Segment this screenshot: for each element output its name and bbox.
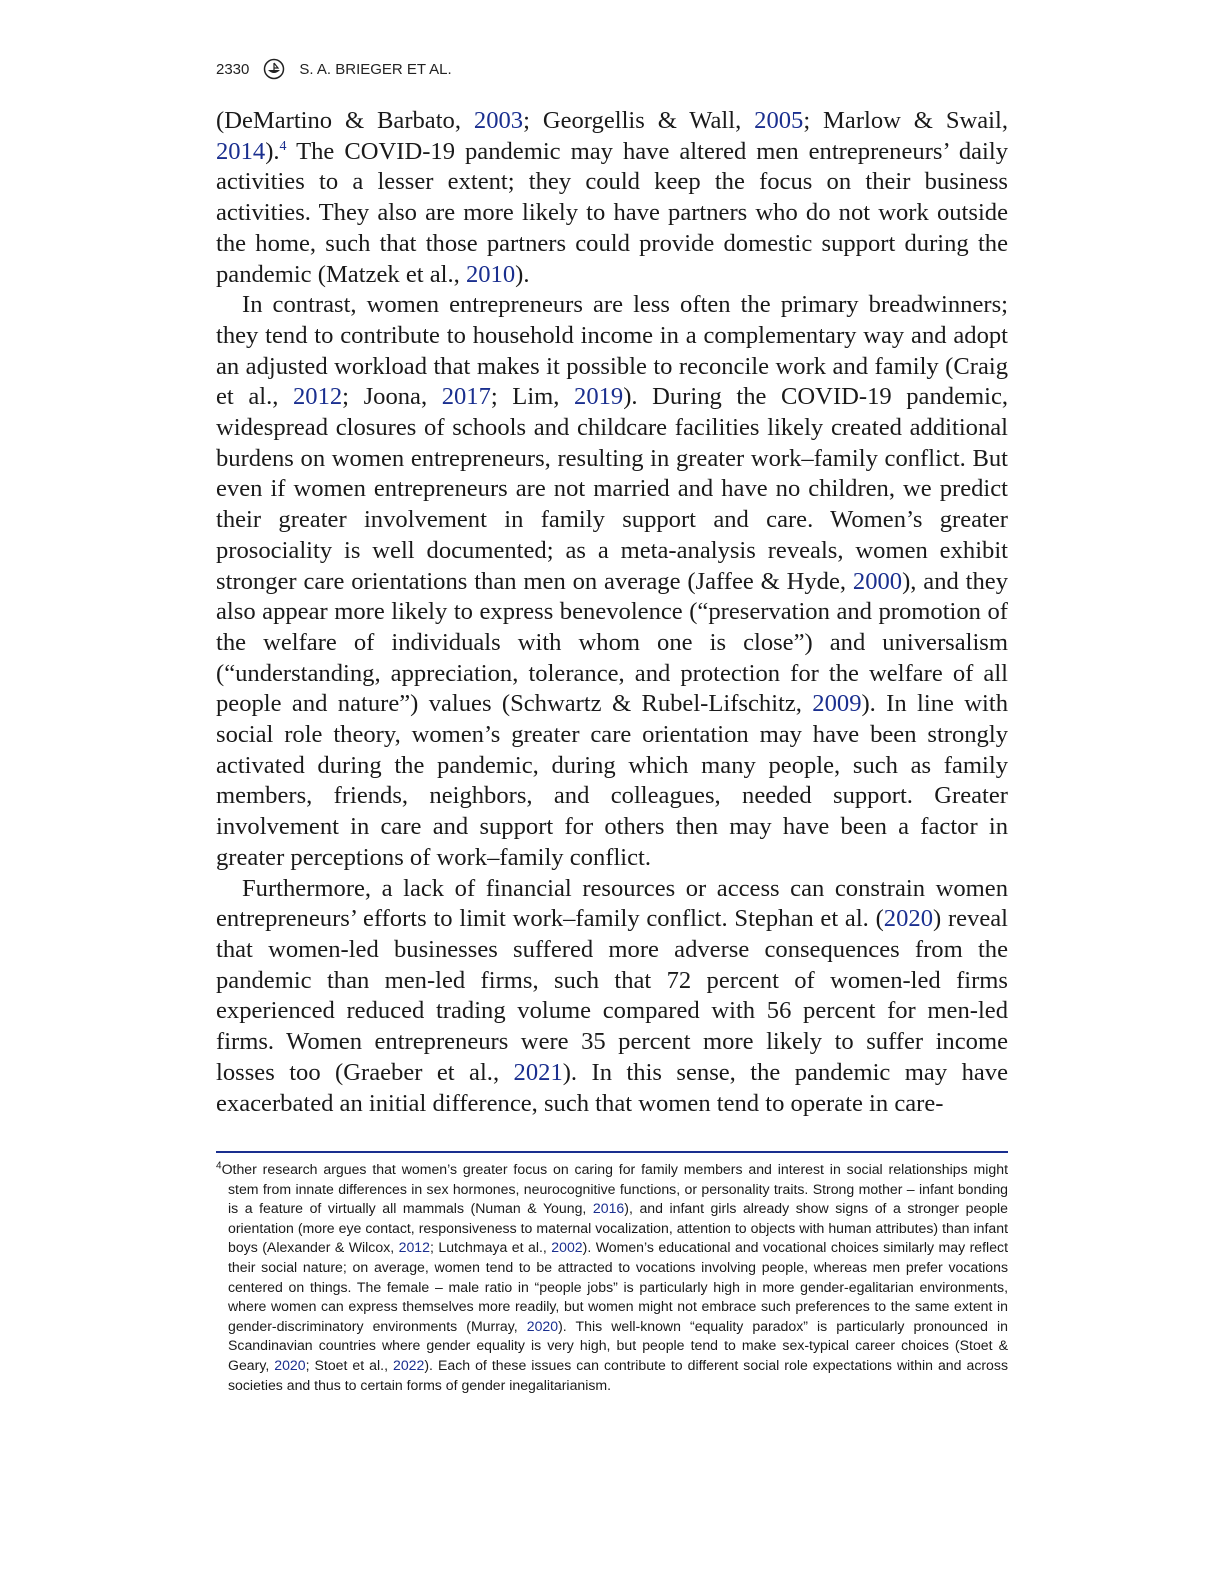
text: ). During the COVID-19 pandemic, widespread closures of schools and childcare facilities likely created additional burdens on women entrepreneurs, resulting in greater work–family conflict. But even if women entrepreneurs are not married and have no children, we predict their greater involvement in family support and care. Women’s greater prosociality is well documented; as a meta-analysis reveals, women exhibit stronger care orientations than men on average (Jaffee & Hyde, [216, 383, 1009, 595]
text: ). In this sense, the pandemic may have exacerbated an initial difference, such that women tend to operate in care- [216, 1058, 1008, 1117]
citation-link[interactable]: 2009 [812, 690, 862, 718]
running-header [216, 54, 452, 84]
text: (DeMartino & Barbato, [216, 107, 474, 134]
citation-link[interactable]: 2010 [465, 260, 516, 288]
running-head: S. A. BRIEGER ET AL. [299, 60, 452, 78]
footnote-number: 4 [216, 1160, 222, 1172]
text: ). [265, 137, 280, 165]
citation-link[interactable]: 2021 [513, 1058, 563, 1086]
text: ) reveal that women-led businesses suffered more adverse consequences from the pandemic than men-led firms, such that 72 percent of women-led firms experienced reduced trading volume compared with 56 percent for men-led firms. Women entrepreneurs were 35 percent more likely to suffer income losses too (Graeber et al., [216, 905, 1009, 1086]
text: ; Lutchmaya et al., [429, 1239, 552, 1256]
citation-link[interactable]: 2020 [526, 1317, 559, 1334]
footnote [216, 1160, 1008, 1395]
text: ). In line with social role theory, women’s greater care orientation may have been strongly activated during the pandemic, during which many people, such as family members, friends, neighbors, and colleagues, needed support. Greater involvement in care and support for others then may have been a factor in greater perceptions of work–family conflict. [216, 690, 1008, 871]
citation-link[interactable]: 2012 [398, 1239, 430, 1256]
citation-link[interactable]: 2005 [754, 107, 804, 134]
text: Furthermore, a lack of financial resources or access can constrain women entrepreneurs’ efforts to limit work–family conflict. Stephan et al. ( [216, 874, 1008, 933]
text: In contrast, women entrepreneurs are less often the primary breadwinners; they tend to contribute to household income in a complementary way and adopt an adjusted workload that makes it possible to reconcile work and family (Craig et al., [216, 291, 1008, 411]
text: Other research argues that women’s greater focus on caring for family members and interest in social relationships might stem from innate differences in sex hormones, neurocognitive functions, or personality traits. Strong mother – infant bonding is a feature of virtually all mammals (Numan & Young, [221, 1161, 1008, 1217]
main-text [216, 106, 1008, 1119]
paragraph-1 [216, 106, 1008, 290]
paragraph-2 [216, 290, 1008, 873]
text: ; Georgellis & Wall, [523, 107, 755, 134]
text: ). Each of these issues can contribute to different social role expectations within and across societies and thus to certain forms of gender inegalitarianism. [228, 1356, 1008, 1393]
text: ), and infant girls already show signs of a stronger people orientation (more eye contact, responsiveness to maternal vocalization, attention to objects with human attributes) than infant boys (Alexander & Wilcox, [228, 1200, 1009, 1256]
text: ). [515, 260, 530, 288]
text: ). Women’s educational and vocational choices similarly may reflect their social nature; on average, women tend to be attracted to vocations involving people, whereas men prefer vocations centered on things. The female – male ratio in “people jobs” is particularly high in more gender-egalitarian environments, where women can express themselves more readily, but women might not embrace such preferences to the same extent in gender-discriminatory environments (Murray, [228, 1239, 1008, 1334]
text: ). This well-known “equality paradox” is particularly pronounced in Scandinavian countries where gender equality is very high, but people tend to make sex-typical career choices (Stoet & Geary, [228, 1317, 1008, 1373]
citation-link[interactable]: 2003 [473, 107, 524, 134]
citation-link[interactable]: 2002 [551, 1239, 583, 1256]
text: ; Lim, [490, 383, 575, 411]
citation-link[interactable]: 2019 [574, 383, 624, 411]
footnote-marker[interactable]: 4 [279, 138, 287, 154]
page-number: 2330 [216, 60, 250, 78]
paragraph-3 [216, 874, 1008, 1120]
text: ; Joona, [342, 383, 442, 411]
citation-link[interactable]: 2020 [274, 1356, 306, 1373]
citation-link[interactable]: 2014 [216, 137, 266, 165]
citation-link[interactable]: 2016 [592, 1200, 625, 1217]
citation-link[interactable]: 2017 [441, 383, 491, 411]
text: ), and they also appear more likely to express benevolence (“preservation and promotion of the welfare of individuals with whom one is close”) and universalism (“understanding, appreciation, tolerance, and protection for the welfare of all people and nature”) values (Schwartz & Rubel-Lifschitz, [216, 567, 1008, 718]
citation-link[interactable]: 2012 [292, 383, 343, 411]
footnote-4 [216, 1160, 1008, 1395]
text: ; Stoet et al., [305, 1356, 393, 1373]
citation-link[interactable]: 2022 [392, 1356, 425, 1373]
publisher-logo-icon [263, 58, 285, 80]
citation-link[interactable]: 2000 [852, 567, 903, 595]
footnote-divider [216, 1151, 1008, 1153]
citation-link[interactable]: 2020 [883, 905, 933, 933]
text: ; Marlow & Swail, [803, 107, 1008, 134]
text: The COVID-19 pandemic may have altered men entrepreneurs’ daily activities to a lesser extent; they could keep the focus on their business activities. They also are more likely to have partners who do not work outside the home, such that those partners could provide domestic support during the pandemic (Matzek et al., [216, 137, 1008, 288]
